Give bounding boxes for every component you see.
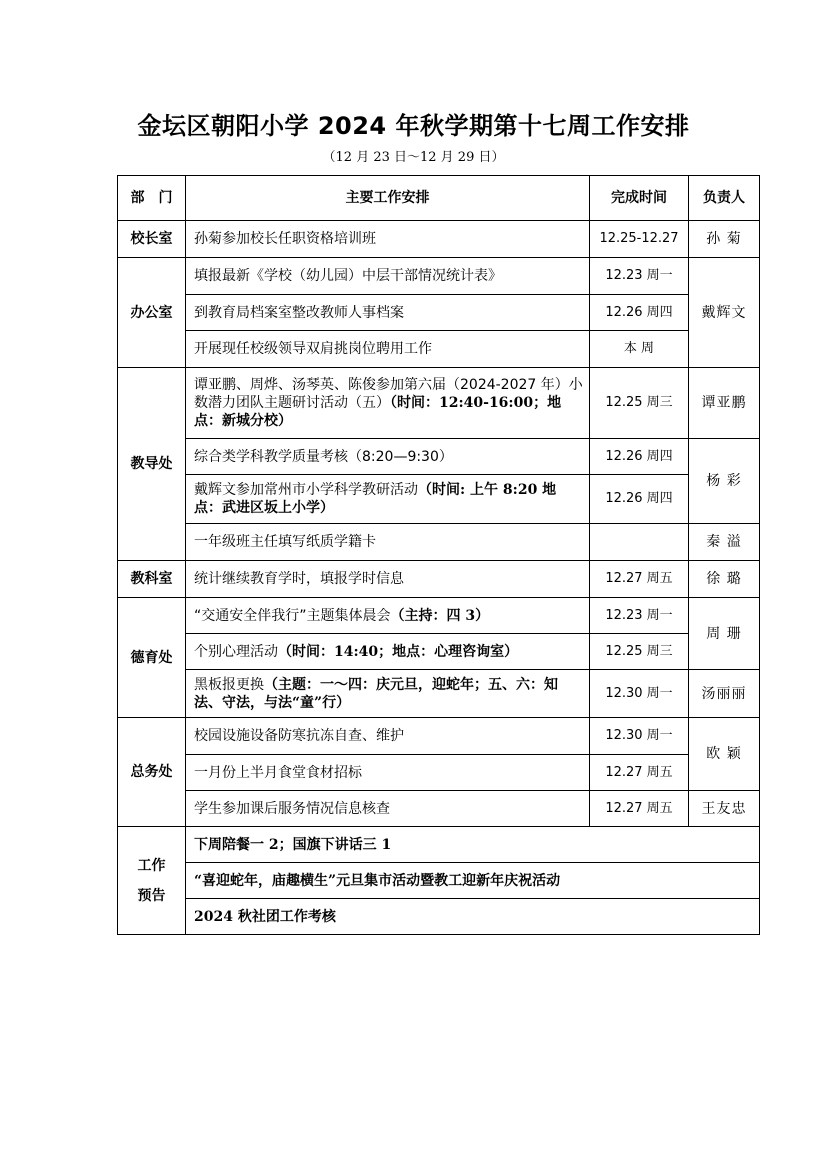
table-row <box>118 670 760 718</box>
table-row <box>118 439 760 475</box>
task-cell: 一年级班主任填写纸质学籍卡 <box>186 524 590 561</box>
table-row <box>118 524 760 561</box>
time-cell: 12.27 周五 <box>590 791 689 827</box>
time-cell: 12.27 周五 <box>590 755 689 791</box>
dept-cell: 教导处 <box>118 368 186 561</box>
owner-cell: 孙 菊 <box>689 221 760 258</box>
time-cell: 12.30 周一 <box>590 718 689 755</box>
time-cell: 12.26 周四 <box>590 439 689 475</box>
time-cell: 12.25-12.27 <box>590 221 689 258</box>
task-cell: 黑板报更换（主题：一～四：庆元旦，迎蛇年；五、六：知法、守法，与法“童”行） <box>186 670 590 718</box>
owner-cell: 杨 彩 <box>689 439 760 524</box>
preview-item: 2024 秋社团工作考核 <box>186 899 760 935</box>
time-cell <box>590 524 689 561</box>
owner-cell: 汤丽丽 <box>689 670 760 718</box>
task-cell: 开展现任校级领导双肩挑岗位聘用工作 <box>186 331 590 368</box>
task-cell: 戴辉文参加常州市小学科学教研活动（时间: 上午 8:20 地点：武进区坂上小学） <box>186 475 590 524</box>
schedule-table <box>117 175 760 935</box>
table-row <box>118 827 760 863</box>
task-cell: 填报最新《学校（幼儿园）中层干部情况统计表》 <box>186 258 590 295</box>
task-cell: 孙菊参加校长任职资格培训班 <box>186 221 590 258</box>
table-row <box>118 598 760 634</box>
task-cell: 学生参加课后服务情况信息核查 <box>186 791 590 827</box>
owner-cell: 周 珊 <box>689 598 760 670</box>
task-cell: 统计继续教育学时，填报学时信息 <box>186 561 590 598</box>
owner-cell: 谭亚鹏 <box>689 368 760 439</box>
owner-cell: 徐 璐 <box>689 561 760 598</box>
preview-label: 工作 预告 <box>118 827 186 935</box>
preview-item: 下周陪餐一 2；国旗下讲话三 1 <box>186 827 760 863</box>
header-owner: 负责人 <box>689 176 760 221</box>
page-title: 金坛区朝阳小学 2024 年秋学期第十七周工作安排 <box>137 112 690 140</box>
table-row <box>118 258 760 295</box>
dept-cell: 校长室 <box>118 221 186 258</box>
owner-cell: 欧 颖 <box>689 718 760 791</box>
owner-cell: 王友忠 <box>689 791 760 827</box>
time-cell: 12.23 周一 <box>590 598 689 634</box>
dept-cell: 德育处 <box>118 598 186 718</box>
time-cell: 12.25 周三 <box>590 634 689 670</box>
table-row <box>118 331 760 368</box>
time-cell: 12.30 周一 <box>590 670 689 718</box>
header-task: 主要工作安排 <box>186 176 590 221</box>
table-row <box>118 221 760 258</box>
time-cell: 12.23 周一 <box>590 258 689 295</box>
owner-cell: 戴辉文 <box>689 258 760 368</box>
task-cell: 综合类学科教学质量考核（8:20—9:30） <box>186 439 590 475</box>
table-row <box>118 475 760 524</box>
dept-cell: 办公室 <box>118 258 186 368</box>
task-cell: 一月份上半月食堂食材招标 <box>186 755 590 791</box>
table-row <box>118 755 760 791</box>
time-cell: 本 周 <box>590 331 689 368</box>
header-time: 完成时间 <box>590 176 689 221</box>
task-cell: 到教育局档案室整改教师人事档案 <box>186 295 590 331</box>
table-row <box>118 863 760 899</box>
dept-cell: 总务处 <box>118 718 186 827</box>
table-row <box>118 791 760 827</box>
table-row <box>118 718 760 755</box>
time-cell: 12.26 周四 <box>590 475 689 524</box>
table-row <box>118 634 760 670</box>
table-row <box>118 295 760 331</box>
header-row <box>118 176 760 221</box>
dept-cell: 教科室 <box>118 561 186 598</box>
owner-cell: 秦 溢 <box>689 524 760 561</box>
time-cell: 12.26 周四 <box>590 295 689 331</box>
time-cell: 12.27 周五 <box>590 561 689 598</box>
task-cell: 个别心理活动（时间：14:40；地点：心理咨询室） <box>186 634 590 670</box>
task-cell: 校园设施设备防寒抗冻自查、维护 <box>186 718 590 755</box>
table-row <box>118 561 760 598</box>
table-row <box>118 368 760 439</box>
task-cell: 谭亚鹏、周烨、汤琴英、陈俊参加第六届（2024-2027 年）小数潜力团队主题研讨活动（五）（时间：12:40-16:00；地点：新城分校） <box>186 368 590 439</box>
time-cell: 12.25 周三 <box>590 368 689 439</box>
date-range: （12 月 23 日～12 月 29 日） <box>322 150 505 165</box>
header-dept: 部 门 <box>118 176 186 221</box>
preview-item: “喜迎蛇年，庙趣横生”元旦集市活动暨教工迎新年庆祝活动 <box>186 863 760 899</box>
table-row <box>118 899 760 935</box>
task-cell: “交通安全伴我行”主题集体晨会（主持：四 3） <box>186 598 590 634</box>
